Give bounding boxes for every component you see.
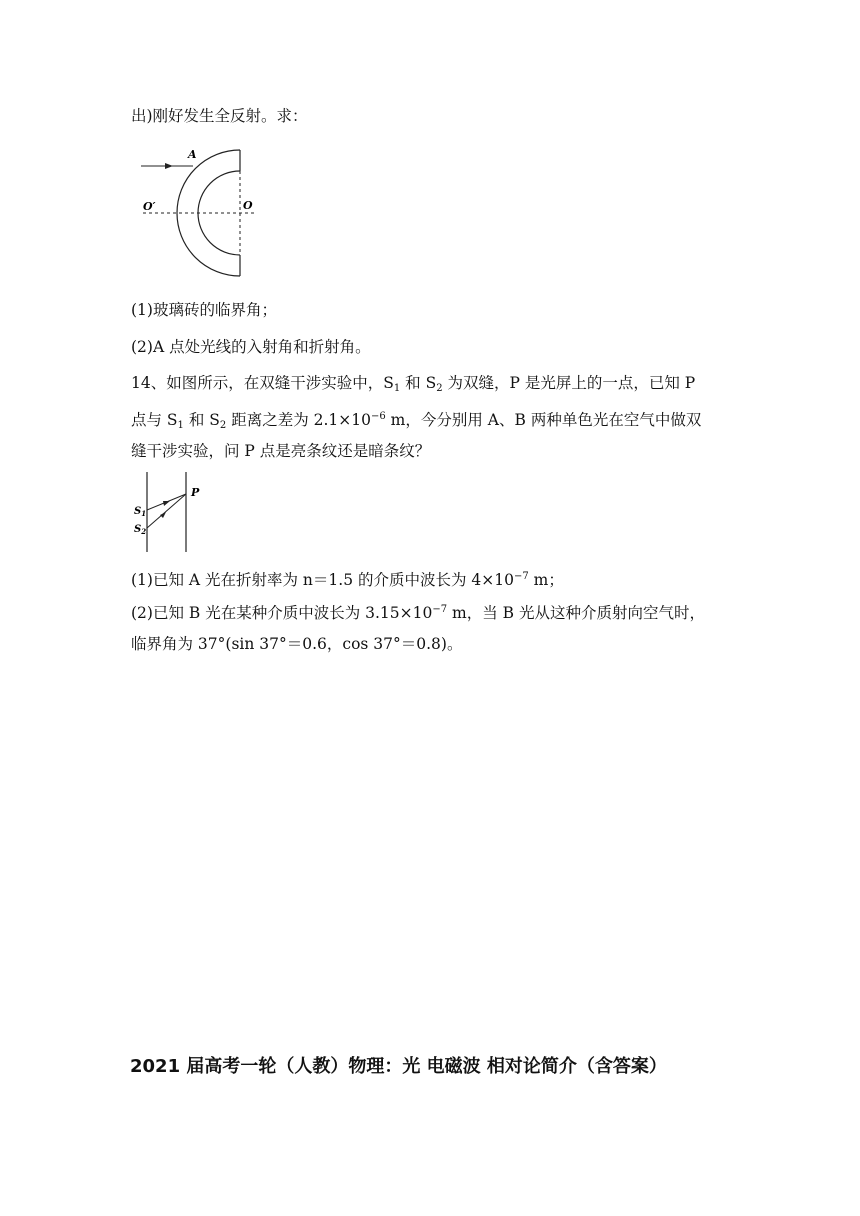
label-S1: $S_1$ <box>134 506 147 518</box>
q13-sub1: (1)玻璃砖的临界角； <box>131 301 277 319</box>
label-O: O <box>243 199 253 212</box>
label-O-prime: O′ <box>143 200 156 213</box>
section-title: 2021 届高考一轮（人教）物理：光 电磁波 相对论简介（含答案） <box>130 1056 667 1077</box>
double-slit-figure <box>130 470 205 554</box>
glass-brick-figure <box>135 142 265 282</box>
q14-line2: 点与 $S_1$ 和 $S_2$ 距离之差为 $2.1\times 10^{-6}$ m，今分别用 A、B 两种单色光在空气中做双 <box>131 411 702 431</box>
ray-s2-p <box>147 494 186 528</box>
label-A: A <box>188 148 197 161</box>
arrow-right-icon <box>165 163 173 169</box>
arrow-icon <box>163 501 170 506</box>
q14-sub2: (2)已知 B 光在某种介质中波长为 $3.15\times 10^{-7}$ m，当 B 光从这种介质射向空气时， <box>131 604 705 622</box>
q14-line3: 缝干涉实验，问 P 点是亮条纹还是暗条纹？ <box>131 442 431 460</box>
q14-sub2-line2: 临界角为 37°(sin 37°＝0.6，cos 37°＝0.8)。 <box>131 635 463 653</box>
q13-sub2: (2)A 点处光线的入射角和折射角。 <box>131 338 371 356</box>
q13-intro-tail: 出)刚好发生全反射。求： <box>131 107 308 125</box>
arrow-icon <box>160 512 166 518</box>
q14-sub1: (1)已知 A 光在折射率为 n＝1.5 的介质中波长为 $4\times 10^{-7}$ m； <box>131 571 564 589</box>
label-P: P <box>191 486 200 499</box>
label-S2: $S_2$ <box>134 524 147 536</box>
q14-line1: 14、如图所示，在双缝干涉实验中，$S_1$ 和 $S_2$ 为双缝，P 是光屏上的一点，已知 P <box>131 374 696 394</box>
